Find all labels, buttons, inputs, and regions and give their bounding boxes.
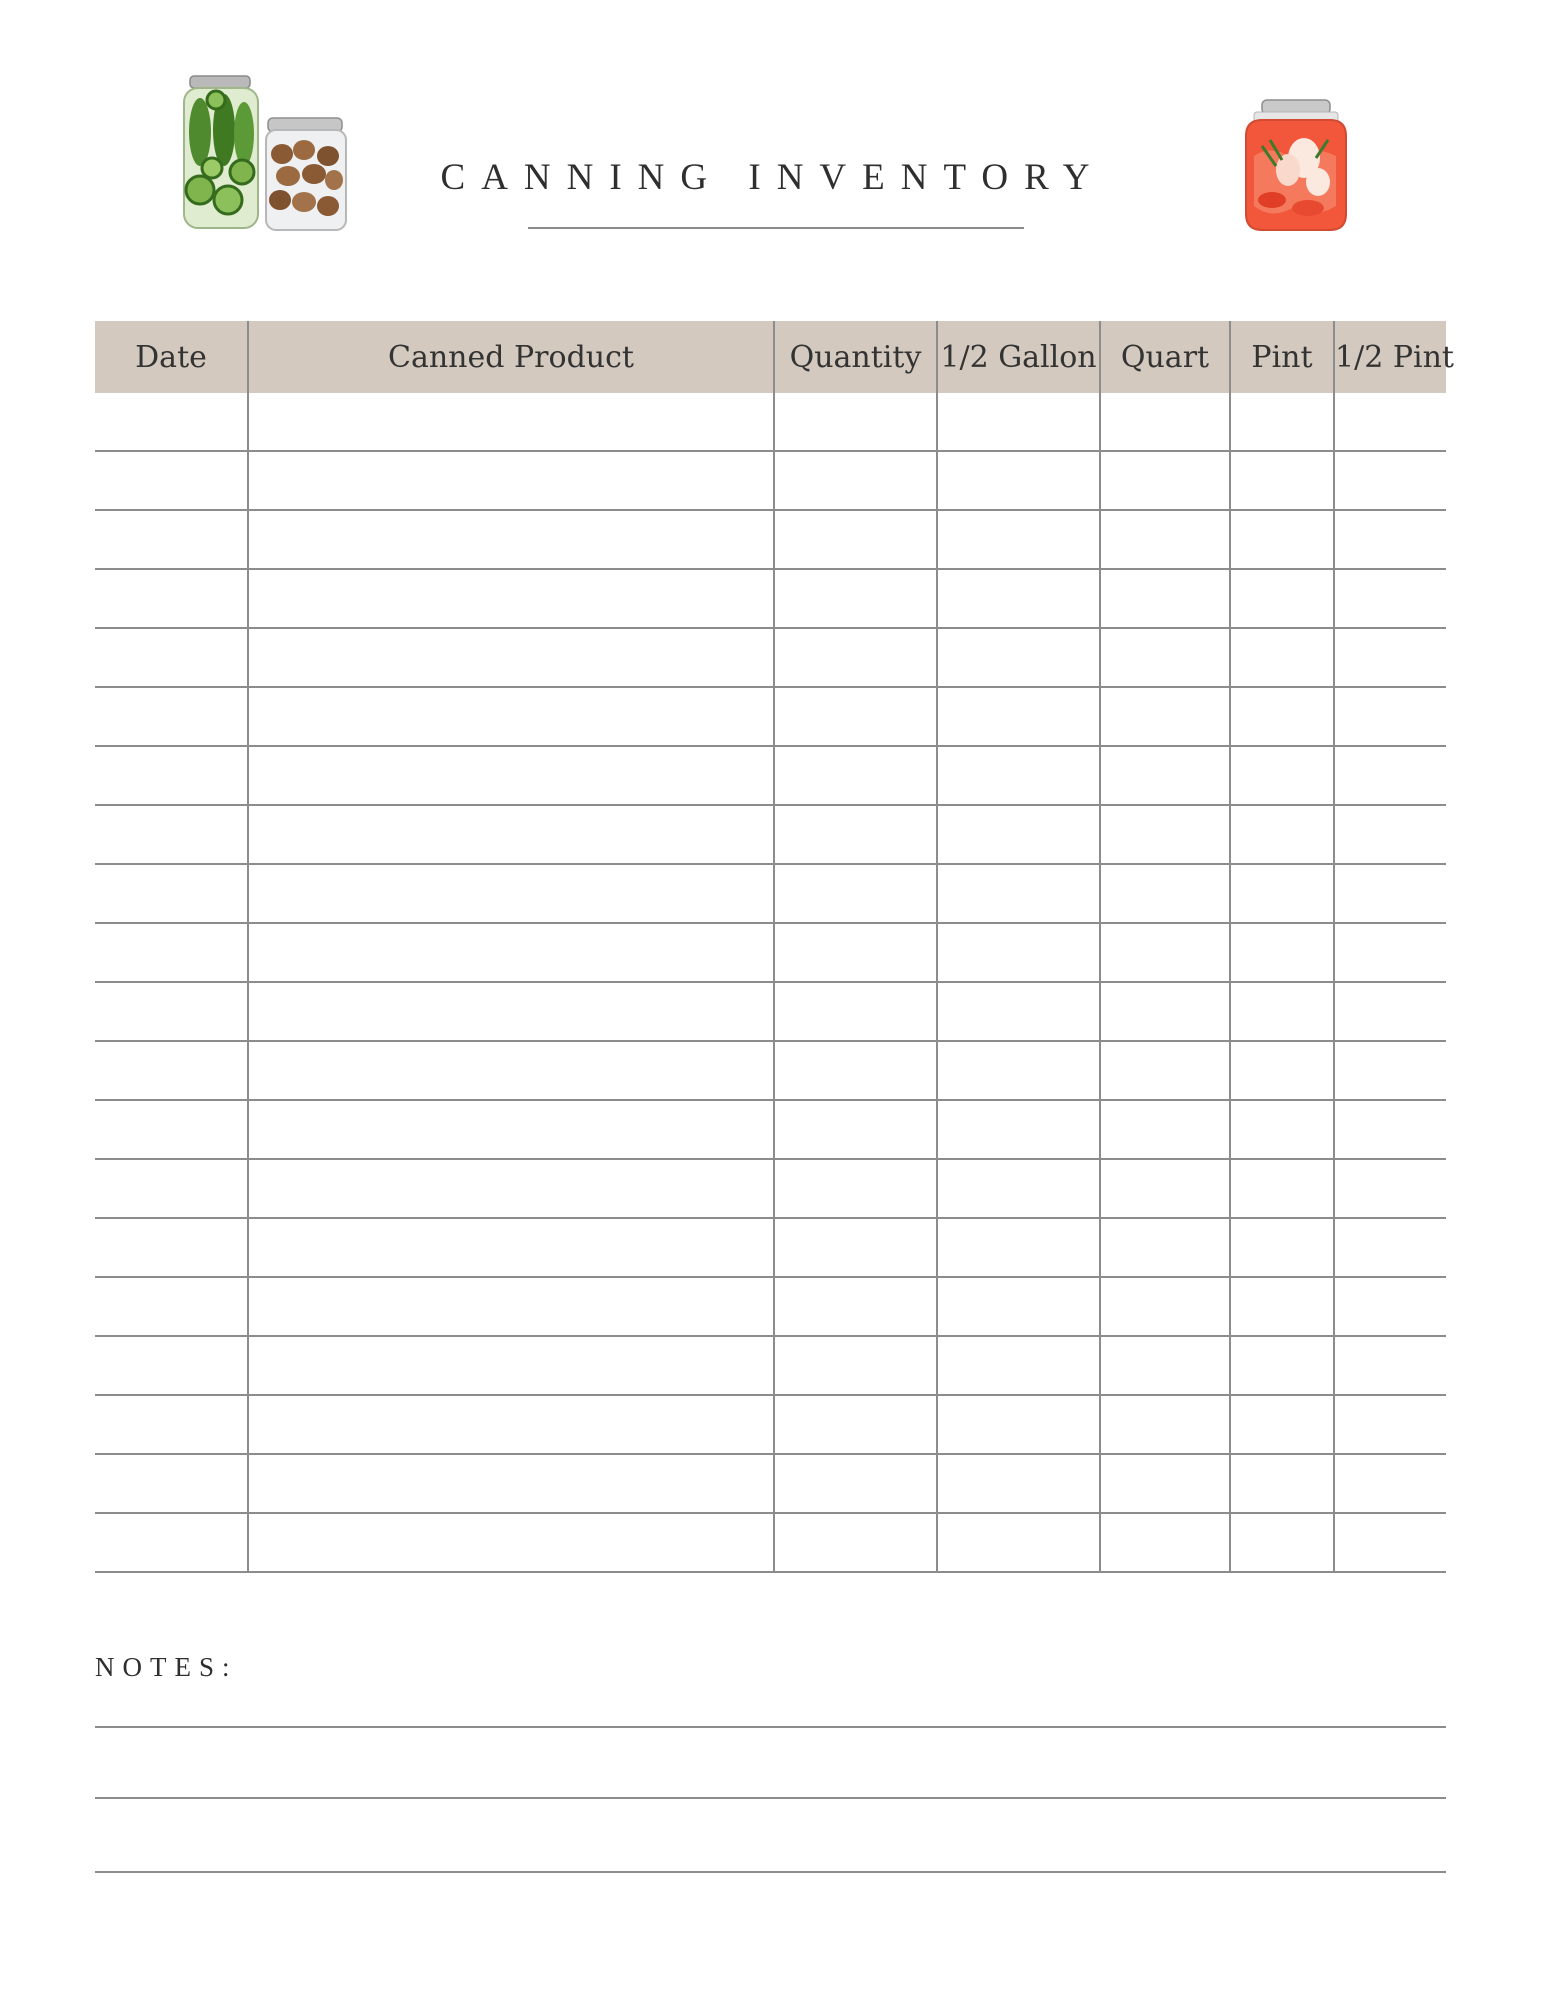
quart-cell[interactable] xyxy=(1100,569,1230,628)
half-gallon-cell[interactable] xyxy=(937,1159,1100,1218)
pint-cell[interactable] xyxy=(1230,805,1334,864)
quantity-cell[interactable] xyxy=(774,1159,937,1218)
quart-cell[interactable] xyxy=(1100,510,1230,569)
half-gallon-cell[interactable] xyxy=(937,510,1100,569)
date-cell[interactable] xyxy=(95,1336,248,1395)
pint-cell[interactable] xyxy=(1230,1041,1334,1100)
notes-line[interactable] xyxy=(95,1797,1446,1799)
quart-cell[interactable] xyxy=(1100,687,1230,746)
quart-cell[interactable] xyxy=(1100,1277,1230,1336)
quart-cell[interactable] xyxy=(1100,923,1230,982)
half-gallon-cell[interactable] xyxy=(937,1395,1100,1454)
inventory-table xyxy=(95,321,1454,1573)
quart-cell[interactable] xyxy=(1100,1218,1230,1277)
date-cell[interactable] xyxy=(95,1454,248,1513)
quantity-cell[interactable] xyxy=(774,982,937,1041)
canned-product-cell[interactable] xyxy=(248,805,774,864)
quart-cell[interactable] xyxy=(1100,746,1230,805)
half-gallon-cell[interactable] xyxy=(937,1336,1100,1395)
canned-product-cell[interactable] xyxy=(248,1336,774,1395)
date-cell[interactable] xyxy=(95,451,248,510)
quantity-cell[interactable] xyxy=(774,1336,937,1395)
canned-product-cell[interactable] xyxy=(248,923,774,982)
quantity-cell[interactable] xyxy=(774,451,937,510)
table-row xyxy=(95,1513,1446,1572)
half-gallon-cell[interactable] xyxy=(937,1513,1100,1572)
table-row xyxy=(95,805,1446,864)
half-gallon-cell[interactable] xyxy=(937,628,1100,687)
pint-cell[interactable] xyxy=(1230,864,1334,923)
pint-cell[interactable] xyxy=(1230,923,1334,982)
quantity-cell[interactable] xyxy=(774,393,937,451)
half-pint-cell[interactable] xyxy=(1334,628,1446,687)
table-row xyxy=(95,746,1446,805)
pint-cell[interactable] xyxy=(1230,687,1334,746)
canned-product-cell[interactable] xyxy=(248,1277,774,1336)
date-cell[interactable] xyxy=(95,393,248,451)
pint-cell[interactable] xyxy=(1230,1159,1334,1218)
pint-cell[interactable] xyxy=(1230,451,1334,510)
date-cell[interactable] xyxy=(95,982,248,1041)
half-pint-cell[interactable] xyxy=(1334,687,1446,746)
date-cell[interactable] xyxy=(95,1159,248,1218)
quantity-cell[interactable] xyxy=(774,864,937,923)
canned-product-cell[interactable] xyxy=(248,393,774,451)
pint-cell[interactable] xyxy=(1230,1277,1334,1336)
pint-cell[interactable] xyxy=(1230,1218,1334,1277)
column-header-canned-product: Canned Product xyxy=(248,321,774,393)
table-row xyxy=(95,1277,1446,1336)
table-row xyxy=(95,1159,1446,1218)
notes-label: NOTES: xyxy=(95,1652,238,1682)
table-row xyxy=(95,1100,1446,1159)
canned-product-cell[interactable] xyxy=(248,864,774,923)
pint-cell[interactable] xyxy=(1230,569,1334,628)
half-gallon-cell[interactable] xyxy=(937,982,1100,1041)
half-pint-cell[interactable] xyxy=(1334,1454,1446,1513)
quart-cell[interactable] xyxy=(1100,1395,1230,1454)
half-pint-cell[interactable] xyxy=(1334,510,1446,569)
quart-cell[interactable] xyxy=(1100,1336,1230,1395)
quart-cell[interactable] xyxy=(1100,805,1230,864)
canned-product-cell[interactable] xyxy=(248,451,774,510)
canned-product-cell[interactable] xyxy=(248,1041,774,1100)
canned-product-cell[interactable] xyxy=(248,510,774,569)
quart-cell[interactable] xyxy=(1100,451,1230,510)
table-row xyxy=(95,1395,1446,1454)
canned-product-cell[interactable] xyxy=(248,1395,774,1454)
nut-jar-icon xyxy=(266,118,346,230)
table-row xyxy=(95,1041,1446,1100)
half-gallon-cell[interactable] xyxy=(937,1454,1100,1513)
quantity-cell[interactable] xyxy=(774,1100,937,1159)
canned-product-cell[interactable] xyxy=(248,1513,774,1572)
quart-cell[interactable] xyxy=(1100,1159,1230,1218)
table-row xyxy=(95,982,1446,1041)
quart-cell[interactable] xyxy=(1100,628,1230,687)
quantity-cell[interactable] xyxy=(774,923,937,982)
canned-product-cell[interactable] xyxy=(248,1454,774,1513)
quart-cell[interactable] xyxy=(1100,1513,1230,1572)
half-gallon-cell[interactable] xyxy=(937,746,1100,805)
table-header-row xyxy=(95,321,1446,393)
notes-line[interactable] xyxy=(95,1726,1446,1728)
quantity-cell[interactable] xyxy=(774,1454,937,1513)
table-row xyxy=(95,510,1446,569)
quantity-cell[interactable] xyxy=(774,1218,937,1277)
quantity-cell[interactable] xyxy=(774,1395,937,1454)
half-pint-cell[interactable] xyxy=(1334,569,1446,628)
half-pint-cell[interactable] xyxy=(1334,746,1446,805)
half-gallon-cell[interactable] xyxy=(937,1277,1100,1336)
half-gallon-cell[interactable] xyxy=(937,864,1100,923)
column-header-half-gallon: 1/2 Gallon xyxy=(937,321,1100,393)
quart-cell[interactable] xyxy=(1100,982,1230,1041)
canned-product-cell[interactable] xyxy=(248,1159,774,1218)
column-header-half-pint: 1/2 Pint xyxy=(1334,321,1446,393)
canned-product-cell[interactable] xyxy=(248,982,774,1041)
pint-cell[interactable] xyxy=(1230,1454,1334,1513)
table-body xyxy=(95,393,1446,1572)
date-cell[interactable] xyxy=(95,1395,248,1454)
canned-product-cell[interactable] xyxy=(248,628,774,687)
quantity-cell[interactable] xyxy=(774,569,937,628)
half-pint-cell[interactable] xyxy=(1334,1277,1446,1336)
pint-cell[interactable] xyxy=(1230,628,1334,687)
pint-cell[interactable] xyxy=(1230,1513,1334,1572)
date-cell[interactable] xyxy=(95,1277,248,1336)
pickle-jar-icon xyxy=(184,76,258,228)
half-pint-cell[interactable] xyxy=(1334,1336,1446,1395)
table-row xyxy=(95,687,1446,746)
table-row xyxy=(95,393,1446,451)
half-pint-cell[interactable] xyxy=(1334,393,1446,451)
pint-cell[interactable] xyxy=(1230,1336,1334,1395)
quart-cell[interactable] xyxy=(1100,1454,1230,1513)
column-header-date: Date xyxy=(95,321,248,393)
date-cell[interactable] xyxy=(95,864,248,923)
table-row xyxy=(95,1454,1446,1513)
kimchi-jar-icon xyxy=(1246,100,1346,230)
date-cell[interactable] xyxy=(95,1100,248,1159)
half-gallon-cell[interactable] xyxy=(937,1041,1100,1100)
half-gallon-cell[interactable] xyxy=(937,451,1100,510)
pint-cell[interactable] xyxy=(1230,393,1334,451)
quart-cell[interactable] xyxy=(1100,393,1230,451)
table-row xyxy=(95,569,1446,628)
table-row xyxy=(95,864,1446,923)
half-pint-cell[interactable] xyxy=(1334,805,1446,864)
kimchi-jar-illustration xyxy=(1232,96,1360,236)
canned-product-cell[interactable] xyxy=(248,746,774,805)
half-pint-cell[interactable] xyxy=(1334,1513,1446,1572)
quantity-cell[interactable] xyxy=(774,628,937,687)
half-pint-cell[interactable] xyxy=(1334,1395,1446,1454)
half-gallon-cell[interactable] xyxy=(937,1218,1100,1277)
date-cell[interactable] xyxy=(95,1218,248,1277)
date-cell[interactable] xyxy=(95,687,248,746)
page-title: CANNING INVENTORY xyxy=(440,157,1106,198)
quantity-cell[interactable] xyxy=(774,1277,937,1336)
quantity-cell[interactable] xyxy=(774,746,937,805)
pint-cell[interactable] xyxy=(1230,982,1334,1041)
half-pint-cell[interactable] xyxy=(1334,864,1446,923)
table-row xyxy=(95,923,1446,982)
column-header-quart: Quart xyxy=(1100,321,1230,393)
half-pint-cell[interactable] xyxy=(1334,1100,1446,1159)
half-gallon-cell[interactable] xyxy=(937,569,1100,628)
quantity-cell[interactable] xyxy=(774,1041,937,1100)
table-row xyxy=(95,1218,1446,1277)
quantity-cell[interactable] xyxy=(774,1513,937,1572)
half-pint-cell[interactable] xyxy=(1334,1159,1446,1218)
date-cell[interactable] xyxy=(95,569,248,628)
pint-cell[interactable] xyxy=(1230,746,1334,805)
date-cell[interactable] xyxy=(95,805,248,864)
canned-product-cell[interactable] xyxy=(248,1100,774,1159)
pickle-jars-illustration xyxy=(176,72,352,236)
quart-cell[interactable] xyxy=(1100,1041,1230,1100)
notes-line[interactable] xyxy=(95,1871,1446,1873)
half-pint-cell[interactable] xyxy=(1334,1041,1446,1100)
date-cell[interactable] xyxy=(95,746,248,805)
title-underline xyxy=(528,227,1024,229)
quart-cell[interactable] xyxy=(1100,864,1230,923)
date-cell[interactable] xyxy=(95,628,248,687)
pint-cell[interactable] xyxy=(1230,510,1334,569)
quart-cell[interactable] xyxy=(1100,1100,1230,1159)
pint-cell[interactable] xyxy=(1230,1100,1334,1159)
half-pint-cell[interactable] xyxy=(1334,451,1446,510)
date-cell[interactable] xyxy=(95,1041,248,1100)
canned-product-cell[interactable] xyxy=(248,687,774,746)
date-cell[interactable] xyxy=(95,1513,248,1572)
half-gallon-cell[interactable] xyxy=(937,687,1100,746)
half-pint-cell[interactable] xyxy=(1334,982,1446,1041)
column-header-quantity: Quantity xyxy=(774,321,937,393)
half-pint-cell[interactable] xyxy=(1334,923,1446,982)
quantity-cell[interactable] xyxy=(774,687,937,746)
half-gallon-cell[interactable] xyxy=(937,393,1100,451)
half-gallon-cell[interactable] xyxy=(937,923,1100,982)
table-row xyxy=(95,451,1446,510)
half-gallon-cell[interactable] xyxy=(937,1100,1100,1159)
date-cell[interactable] xyxy=(95,923,248,982)
table-row xyxy=(95,1336,1446,1395)
half-gallon-cell[interactable] xyxy=(937,805,1100,864)
column-header-pint: Pint xyxy=(1230,321,1334,393)
half-pint-cell[interactable] xyxy=(1334,1218,1446,1277)
quantity-cell[interactable] xyxy=(774,805,937,864)
canned-product-cell[interactable] xyxy=(248,1218,774,1277)
pint-cell[interactable] xyxy=(1230,1395,1334,1454)
canned-product-cell[interactable] xyxy=(248,569,774,628)
quantity-cell[interactable] xyxy=(774,510,937,569)
table-row xyxy=(95,628,1446,687)
date-cell[interactable] xyxy=(95,510,248,569)
